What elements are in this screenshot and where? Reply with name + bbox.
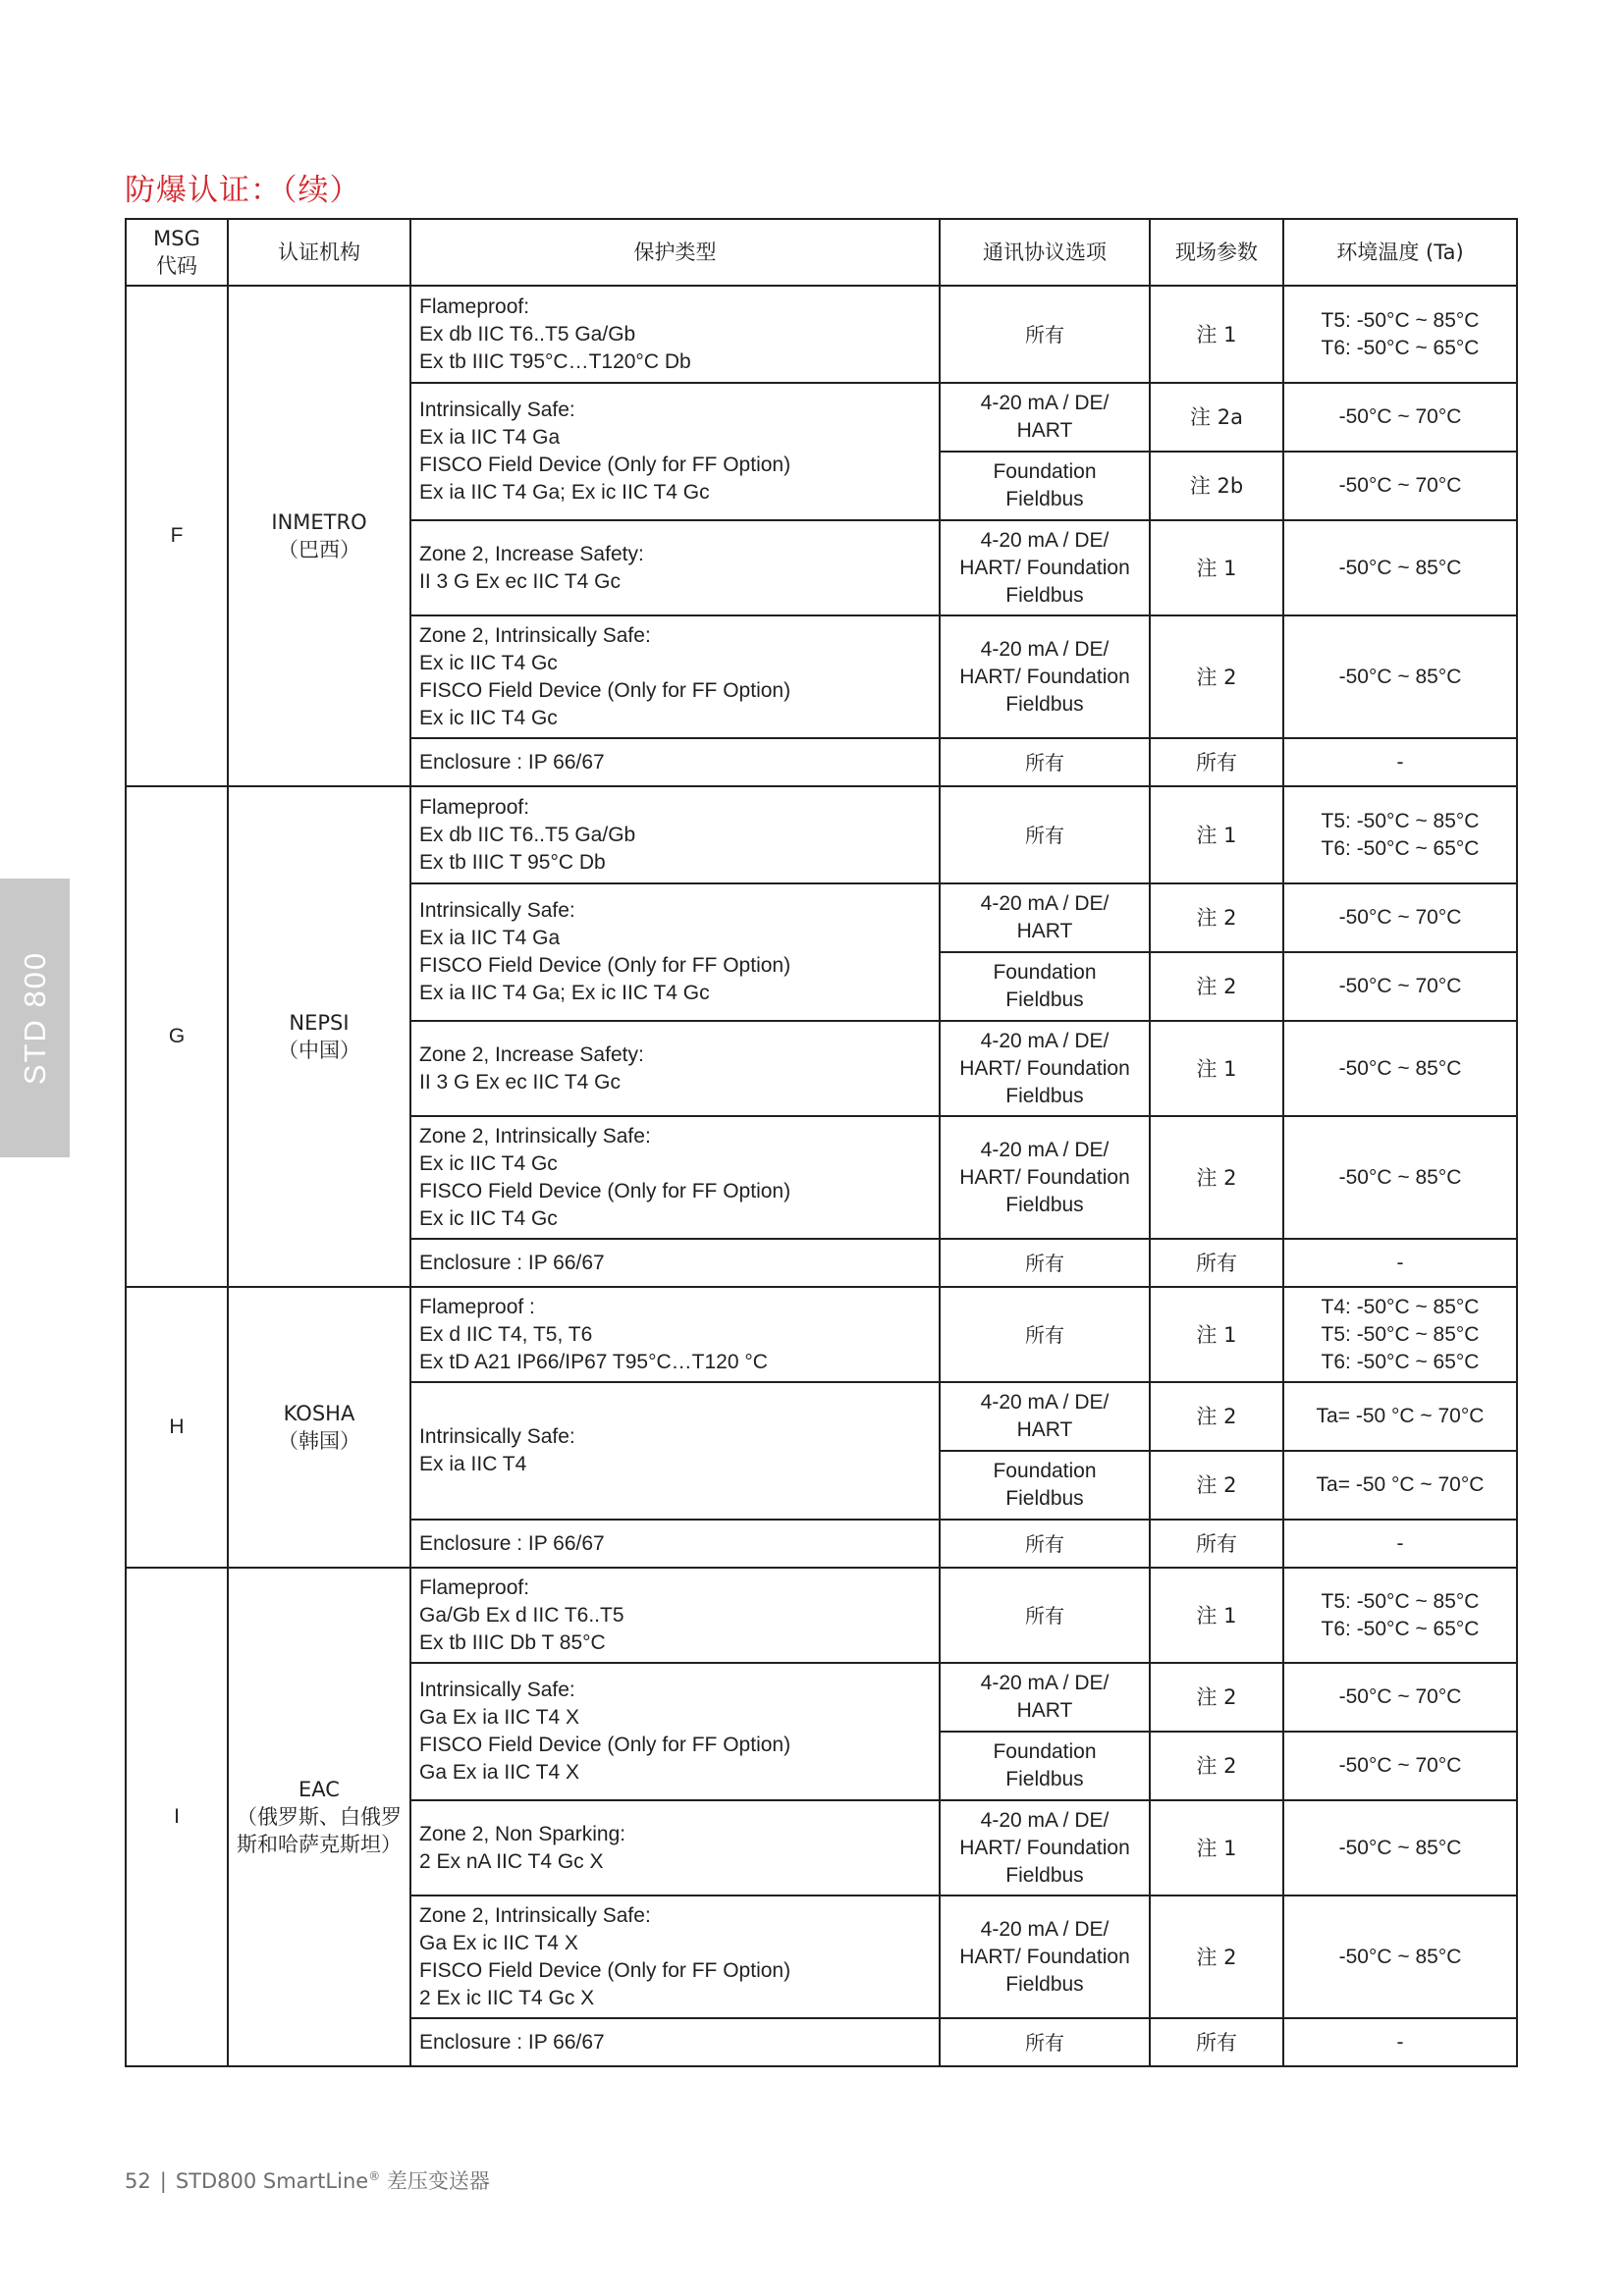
ambient-temperature-cell: -50°C ~ 70°C [1283,1732,1517,1800]
protection-type-cell: Flameproof: Ex db IIC T6..T5 Ga/Gb Ex tb IIIC T 95°C Db [410,786,940,883]
registered-mark: ® [368,2169,381,2183]
field-parameter-cell: 所有 [1150,738,1283,786]
ambient-temperature-cell: -50°C ~ 70°C [1283,952,1517,1021]
protection-type-cell: Enclosure : IP 66/67 [410,2018,940,2066]
msg-code-cell: F [126,286,228,786]
ambient-temperature-cell: - [1283,738,1517,786]
communication-option-cell: 4-20 mA / DE/ HART/ Foundation Fieldbus [940,615,1150,738]
communication-option-cell: 4-20 mA / DE/ HART/ Foundation Fieldbus [940,1800,1150,1896]
field-parameter-cell: 注 2b [1150,452,1283,520]
ambient-temperature-cell: T5: -50°C ~ 85°C T6: -50°C ~ 65°C [1283,786,1517,883]
communication-option-cell: 所有 [940,786,1150,883]
footer-product-type: 差压变送器 [386,2169,490,2193]
field-parameter-cell: 注 2a [1150,383,1283,452]
table-header-row [126,219,1517,286]
field-parameter-cell: 注 2 [1150,952,1283,1021]
ambient-temperature-cell: -50°C ~ 70°C [1283,1663,1517,1732]
communication-option-cell: Foundation Fieldbus [940,1732,1150,1800]
footer-separator: | [159,2169,167,2193]
field-parameter-cell: 注 2 [1150,1382,1283,1451]
protection-type-cell: Zone 2, Intrinsically Safe: Ex ic IIC T4 Gc FISCO Field Device (Only for FF Option) Ex ic IIC T4 Gc [410,1116,940,1239]
ambient-temperature-cell: - [1283,1239,1517,1287]
field-parameter-cell: 注 2 [1150,1451,1283,1520]
field-parameter-cell: 注 2 [1150,1116,1283,1239]
field-parameter-cell: 注 2 [1150,1732,1283,1800]
communication-option-cell: 4-20 mA / DE/ HART [940,1663,1150,1732]
protection-type-cell: Zone 2, Increase Safety: II 3 G Ex ec IIC T4 Gc [410,520,940,615]
communication-option-cell: 所有 [940,1287,1150,1382]
header-communication-option: 通讯协议选项 [940,219,1150,286]
communication-option-cell: 所有 [940,1520,1150,1568]
ambient-temperature-cell: -50°C ~ 85°C [1283,1116,1517,1239]
field-parameter-cell: 注 1 [1150,1287,1283,1382]
certification-body-cell: NEPSI （中国） [228,786,410,1287]
field-parameter-cell: 注 2 [1150,615,1283,738]
ambient-temperature-cell: -50°C ~ 85°C [1283,1800,1517,1896]
communication-option-cell: 4-20 mA / DE/ HART [940,1382,1150,1451]
ambient-temperature-cell: -50°C ~ 70°C [1283,452,1517,520]
protection-type-cell: Intrinsically Safe: Ex ia IIC T4 Ga FISCO Field Device (Only for FF Option) Ex ia IIC T4 Ga; Ex ic IIC T4 Gc [410,883,940,1021]
field-parameter-cell: 所有 [1150,2018,1283,2066]
communication-option-cell: Foundation Fieldbus [940,452,1150,520]
protection-type-cell: Zone 2, Non Sparking: 2 Ex nA IIC T4 Gc X [410,1800,940,1896]
field-parameter-cell: 注 1 [1150,286,1283,383]
field-parameter-cell: 所有 [1150,1239,1283,1287]
communication-option-cell: 所有 [940,2018,1150,2066]
field-parameter-cell: 注 1 [1150,1800,1283,1896]
communication-option-cell: 所有 [940,1568,1150,1663]
table-row [126,1568,1517,1663]
page-title: 防爆认证：（续） [125,173,361,208]
certification-body-cell: KOSHA （韩国） [228,1287,410,1568]
msg-code-cell: H [126,1287,228,1568]
communication-option-cell: Foundation Fieldbus [940,1451,1150,1520]
ambient-temperature-cell: -50°C ~ 70°C [1283,883,1517,952]
protection-type-cell: Flameproof: Ga/Gb Ex d IIC T6..T5 Ex tb IIIC Db T 85°C [410,1568,940,1663]
ambient-temperature-cell: T5: -50°C ~ 85°C T6: -50°C ~ 65°C [1283,1568,1517,1663]
table-row [126,786,1517,883]
protection-type-cell: Zone 2, Intrinsically Safe: Ex ic IIC T4 Gc FISCO Field Device (Only for FF Option) Ex ic IIC T4 Gc [410,615,940,738]
protection-type-cell: Enclosure : IP 66/67 [410,1520,940,1568]
ambient-temperature-cell: Ta= -50 °C ~ 70°C [1283,1382,1517,1451]
ambient-temperature-cell: T4: -50°C ~ 85°C T5: -50°C ~ 85°C T6: -50°C ~ 65°C [1283,1287,1517,1382]
protection-type-cell: Intrinsically Safe: Ga Ex ia IIC T4 X FISCO Field Device (Only for FF Option) Ga Ex ia IIC T4 X [410,1663,940,1800]
field-parameter-cell: 注 1 [1150,786,1283,883]
explosion-proof-certification-table [125,218,1518,2067]
header-certification-body: 认证机构 [228,219,410,286]
side-section-tab [0,879,70,1157]
communication-option-cell: 4-20 mA / DE/ HART/ Foundation Fieldbus [940,520,1150,615]
protection-type-cell: Flameproof: Ex db IIC T6..T5 Ga/Gb Ex tb IIIC T95°C…T120°C Db [410,286,940,383]
table-body [126,286,1517,2066]
protection-type-cell: Intrinsically Safe: Ex ia IIC T4 [410,1382,940,1520]
field-parameter-cell: 注 2 [1150,1663,1283,1732]
ambient-temperature-cell: T5: -50°C ~ 85°C T6: -50°C ~ 65°C [1283,286,1517,383]
ambient-temperature-cell: - [1283,2018,1517,2066]
communication-option-cell: Foundation Fieldbus [940,952,1150,1021]
field-parameter-cell: 注 2 [1150,1896,1283,2018]
ambient-temperature-cell: -50°C ~ 70°C [1283,383,1517,452]
protection-type-cell: Intrinsically Safe: Ex ia IIC T4 Ga FISCO Field Device (Only for FF Option) Ex ia IIC T4 Ga; Ex ic IIC T4 Gc [410,383,940,520]
msg-code-cell: G [126,786,228,1287]
field-parameter-cell: 注 1 [1150,1568,1283,1663]
communication-option-cell: 所有 [940,738,1150,786]
header-ambient-temperature: 环境温度 (Ta) [1283,219,1517,286]
field-parameter-cell: 所有 [1150,1520,1283,1568]
communication-option-cell: 4-20 mA / DE/ HART/ Foundation Fieldbus [940,1021,1150,1116]
protection-type-cell: Zone 2, Intrinsically Safe: Ga Ex ic IIC T4 X FISCO Field Device (Only for FF Option) 2 Ex ic IIC T4 Gc X [410,1896,940,2018]
ambient-temperature-cell: -50°C ~ 85°C [1283,1021,1517,1116]
protection-type-cell: Enclosure : IP 66/67 [410,738,940,786]
header-msg-code: MSG 代码 [126,219,228,286]
ambient-temperature-cell: - [1283,1520,1517,1568]
page-footer [125,2165,490,2195]
communication-option-cell: 4-20 mA / DE/ HART/ Foundation Fieldbus [940,1896,1150,2018]
ambient-temperature-cell: -50°C ~ 85°C [1283,615,1517,738]
ambient-temperature-cell: -50°C ~ 85°C [1283,520,1517,615]
communication-option-cell: 所有 [940,286,1150,383]
protection-type-cell: Enclosure : IP 66/67 [410,1239,940,1287]
certification-body-cell: INMETRO （巴西） [228,286,410,786]
table-row [126,286,1517,383]
page-number: 52 [125,2169,151,2193]
communication-option-cell: 4-20 mA / DE/ HART/ Foundation Fieldbus [940,1116,1150,1239]
field-parameter-cell: 注 1 [1150,1021,1283,1116]
ambient-temperature-cell: -50°C ~ 85°C [1283,1896,1517,2018]
communication-option-cell: 所有 [940,1239,1150,1287]
header-protection-type: 保护类型 [410,219,940,286]
ambient-temperature-cell: Ta= -50 °C ~ 70°C [1283,1451,1517,1520]
table-row [126,1287,1517,1382]
communication-option-cell: 4-20 mA / DE/ HART [940,883,1150,952]
field-parameter-cell: 注 1 [1150,520,1283,615]
communication-option-cell: 4-20 mA / DE/ HART [940,383,1150,452]
protection-type-cell: Zone 2, Increase Safety: II 3 G Ex ec IIC T4 Gc [410,1021,940,1116]
footer-product-name: STD800 SmartLine [175,2169,369,2193]
msg-code-cell: I [126,1568,228,2066]
certification-body-cell: EAC （俄罗斯、白俄罗 斯和哈萨克斯坦） [228,1568,410,2066]
header-field-parameters: 现场参数 [1150,219,1283,286]
side-tab-label: STD 800 [17,950,52,1086]
protection-type-cell: Flameproof : Ex d IIC T4, T5, T6 Ex tD A21 IP66/IP67 T95°C…T120 °C [410,1287,940,1382]
field-parameter-cell: 注 2 [1150,883,1283,952]
